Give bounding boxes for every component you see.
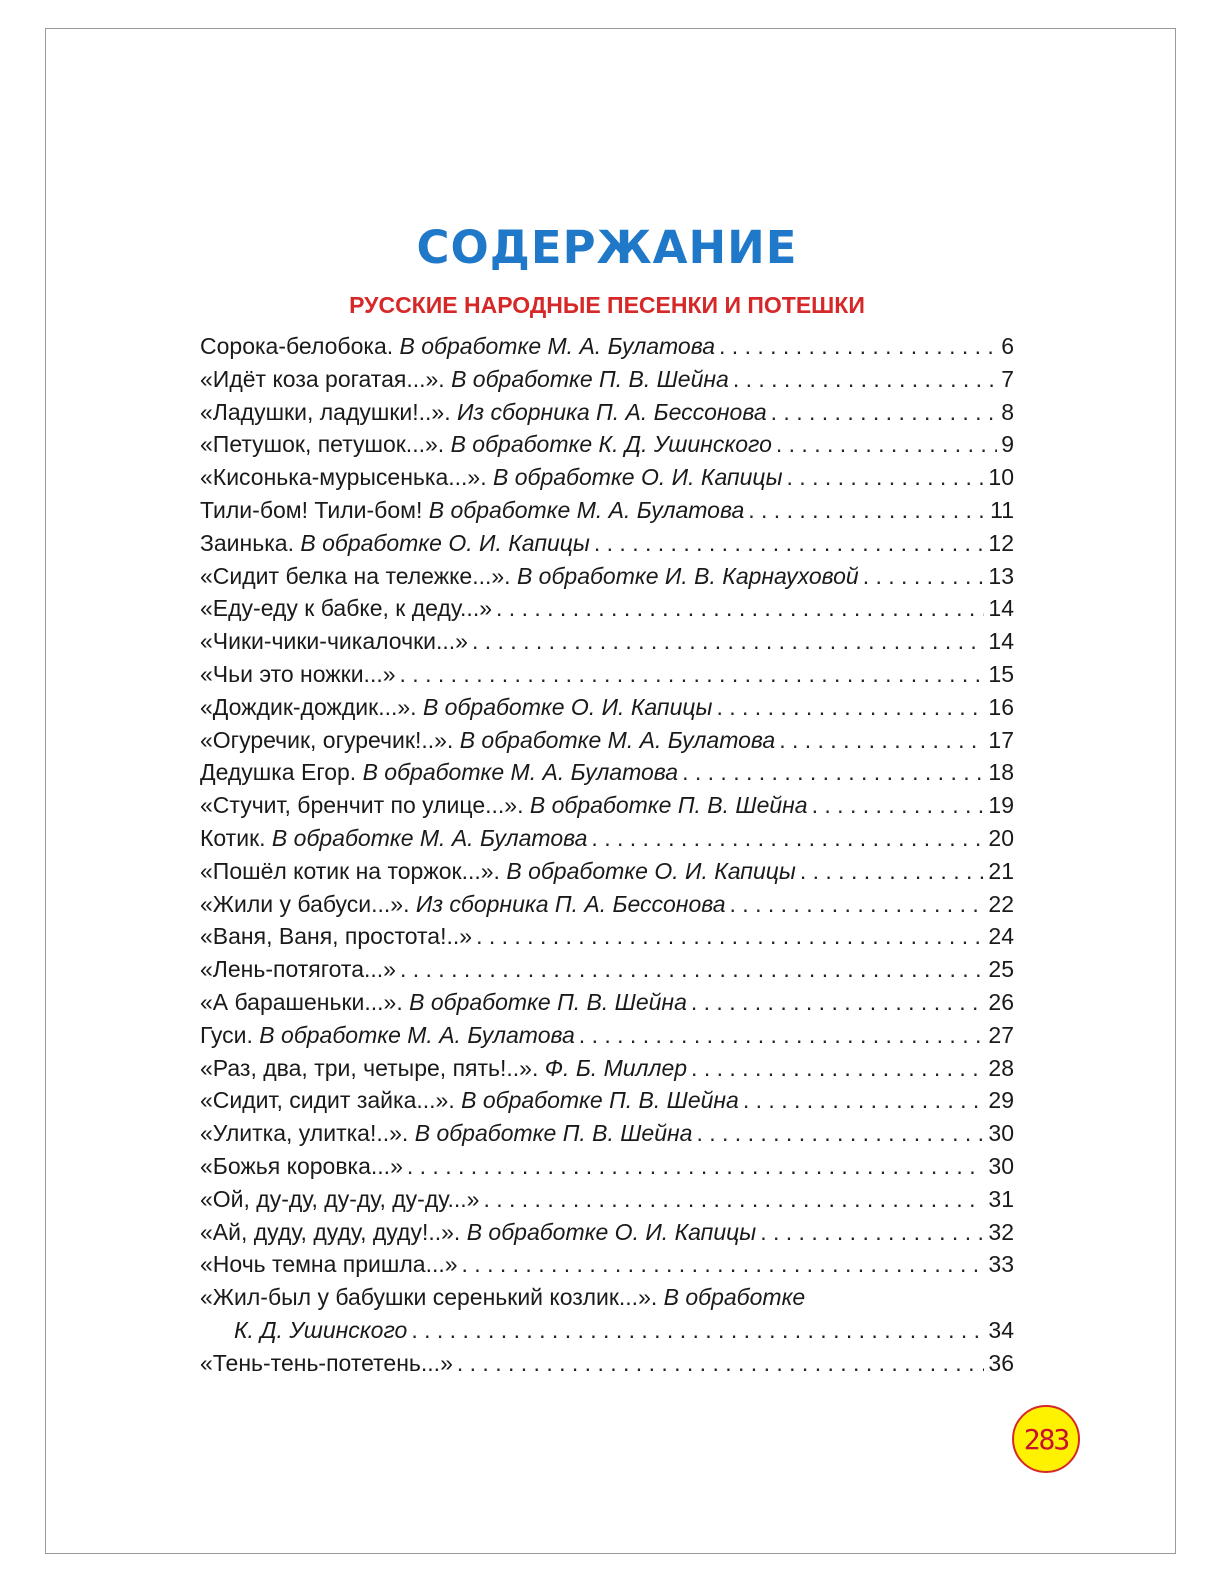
toc-leader-dots [579,1019,985,1052]
toc-entry-title: «Сидит белка на тележке...». [200,562,517,589]
toc-entry-title: «Лень-потягота...» [200,956,396,983]
toc-entry[interactable] [200,953,1014,986]
toc-entry-page: 31 [988,1185,1014,1212]
toc-entry[interactable] [200,888,1014,921]
toc-entry[interactable] [200,1347,1014,1380]
toc-entry-author: В обработке К. Д. Ушинского [450,431,772,458]
toc-entry[interactable] [200,527,1014,560]
toc-entry[interactable] [200,1248,1014,1281]
toc-entry-page: 36 [988,1349,1014,1376]
toc-entry-title: «Огуречик, огуречик!..». [200,726,460,753]
toc-entry-author: В обработке О. И. Капицы [506,857,796,884]
toc-entry-page: 29 [988,1087,1014,1114]
toc-entry-title: «Ладушки, ладушки!..». [200,398,457,425]
toc-leader-dots [591,822,984,855]
toc-entry-page: 22 [988,890,1014,917]
toc-entry[interactable] [200,1117,1014,1150]
toc-leader-dots [411,1314,984,1347]
toc-entry[interactable] [200,691,1014,724]
toc-entry-page: 27 [988,1021,1014,1048]
toc-leader-dots [462,1248,985,1281]
toc-entry[interactable] [200,822,1014,855]
toc-entry[interactable] [200,724,1014,757]
toc-entry[interactable] [200,855,1014,888]
toc-leader-dots [691,1052,984,1085]
toc-leader-dots [760,1216,984,1249]
toc-entry[interactable] [200,330,1014,363]
toc-entry[interactable] [200,1084,1014,1117]
toc-entry-title: «Ай, дуду, дуду, дуду!..». [200,1218,467,1245]
toc-entry-author: К. Д. Ушинского [234,1316,408,1343]
toc-entry-title: «Тень-тень-потетень...» [200,1349,453,1376]
toc-entry[interactable] [200,592,1014,625]
toc-entry-author: В обработке П. В. Шейна [414,1120,693,1147]
toc-entry-author: Из сборника П. А. Бессонова [415,890,726,917]
table-of-contents [200,330,1014,1380]
toc-entry[interactable] [200,396,1014,429]
toc-entry[interactable] [200,1150,1014,1183]
toc-entry-author: В обработке [663,1284,806,1311]
toc-entry-author: В обработке М. А. Булатова [399,333,716,359]
toc-entry-title: «Дождик-дождик...». [200,693,423,720]
toc-entry-author: В обработке М. А. Булатова [259,1021,575,1048]
toc-entry-author: В обработке М. А. Булатова [459,726,776,753]
toc-entry-author: В обработке М. А. Булатова [362,759,679,786]
toc-entry[interactable] [200,1019,1014,1052]
toc-leader-dots [776,428,997,461]
toc-entry-title: «Раз, два, три, четыре, пять!..». [200,1054,545,1081]
toc-entry-author: Ф. Б. Миллер [544,1054,688,1081]
toc-entry-page: 13 [988,562,1014,589]
toc-entry-author: В обработке П. В. Шейна [529,792,808,819]
toc-leader-dots [800,855,985,888]
toc-entry-title: Дедушка Егор. [200,759,363,786]
toc-leader-dots [483,1183,984,1216]
toc-leader-dots [691,986,985,1019]
toc-leader-dots [696,1117,984,1150]
toc-entry-title: «Чьи это ножки...» [200,660,396,687]
toc-leader-dots [457,1347,985,1380]
toc-leader-dots [748,494,986,527]
toc-entry-author: Из сборника П. А. Бессонова [456,398,767,425]
toc-entry-author: В обработке М. А. Булатова [271,824,588,851]
toc-entry-page: 33 [988,1251,1014,1278]
toc-entry-multiline-second[interactable] [200,1314,1014,1347]
toc-leader-dots [407,1150,985,1183]
toc-leader-dots [594,527,985,560]
toc-entry[interactable] [200,625,1014,658]
toc-entry[interactable] [200,494,1014,527]
toc-entry-page: 26 [988,988,1014,1015]
toc-entry-author: В обработке О. И. Капицы [422,693,713,720]
toc-entry-title: «Улитка, улитка!..». [200,1120,415,1147]
toc-entry[interactable] [200,920,1014,953]
toc-entry-title: Котик. [200,824,272,851]
toc-entry-page: 30 [988,1152,1014,1179]
toc-entry-page: 25 [988,956,1014,983]
toc-entry[interactable] [200,1052,1014,1085]
toc-entry-page: 7 [1001,365,1014,392]
toc-entry-title: «Стучит, бренчит по улице...». [200,792,530,819]
toc-entry[interactable] [200,756,1014,789]
toc-entry-page: 32 [988,1218,1014,1245]
toc-entry[interactable] [200,428,1014,461]
toc-entry-title: Тили-бом! Тили-бом! [200,496,429,523]
toc-entry-page: 9 [1001,431,1014,458]
section-title: РУССКИЕ НАРОДНЫЕ ПЕСЕНКИ И ПОТЕШКИ [349,292,865,318]
toc-leader-dots [716,691,984,724]
toc-entry-title: «Божья коровка...» [200,1152,403,1179]
toc-entry-page: 19 [988,792,1014,819]
toc-entry-title: «Ой, ду-ду, ду-ду, ду-ду...» [200,1185,480,1212]
toc-entry[interactable] [200,1183,1014,1216]
toc-entry[interactable] [200,658,1014,691]
toc-entry-page: 15 [988,660,1014,687]
toc-entry-title: Сорока-белобока. [200,333,400,359]
toc-entry-author: В обработке М. А. Булатова [428,496,745,523]
toc-entry-page: 8 [1001,398,1014,425]
toc-leader-dots [400,658,985,691]
toc-leader-dots [682,756,984,789]
toc-entry-page: 14 [988,595,1014,622]
toc-leader-dots [743,1084,985,1117]
toc-entry-title: «Кисонька-мурысенька...». [200,464,494,491]
toc-entry-title: Заинька. [200,529,301,556]
toc-entry-author: В обработке О. И. Капицы [300,529,590,556]
toc-entry-title: «Идёт коза рогатая...». [200,365,452,392]
toc-entry-page: 12 [988,529,1014,556]
toc-entry-page: 16 [988,693,1014,720]
toc-leader-dots [863,560,985,593]
toc-entry-page: 14 [988,628,1014,655]
page-title: СОДЕРЖАНИЕ [416,221,798,274]
page-number-badge [1012,1405,1080,1473]
toc-entry-title: «Чики-чики-чикалочки...» [200,628,468,655]
toc-entry[interactable] [200,1216,1014,1249]
toc-leader-dots [496,592,984,625]
toc-entry-title: Гуси. [200,1021,260,1048]
page-frame [45,28,1176,1554]
toc-entry-author: В обработке П. В. Шейна [409,988,687,1015]
toc-entry-multiline-first[interactable] [200,1281,1014,1314]
toc-leader-dots [400,953,984,986]
toc-entry[interactable] [200,461,1014,494]
toc-entry-page: 24 [988,923,1014,950]
toc-leader-dots [787,461,985,494]
toc-entry-author: В обработке П. В. Шейна [461,1087,739,1114]
toc-entry-author: В обработке П. В. Шейна [451,365,729,392]
toc-leader-dots [730,888,985,921]
toc-entry[interactable] [200,363,1014,396]
page-number: 283 [1023,1422,1069,1456]
toc-entry-page: 6 [1001,333,1014,359]
toc-entry[interactable] [200,986,1014,1019]
toc-leader-dots [476,920,984,953]
toc-entry-title: «Жил-был у бабушки серенький козлик...». [200,1284,664,1311]
toc-entry-page: 28 [988,1054,1014,1081]
toc-entry-title: «Пошёл котик на торжок...». [200,857,507,884]
toc-leader-dots [733,363,997,396]
toc-entry[interactable] [200,789,1014,822]
toc-entry-page: 30 [988,1120,1014,1147]
toc-leader-dots [812,789,985,822]
toc-entry-page: 18 [988,759,1014,786]
toc-entry-title: «Сидит, сидит зайка...». [200,1087,462,1114]
toc-entry-title: «Еду-еду к бабке, к деду...» [200,595,493,622]
toc-entry-page: 20 [988,824,1014,851]
toc-entry-author: В обработке О. И. Капицы [466,1218,757,1245]
toc-entry-title: «Петушок, петушок...». [200,431,451,458]
toc-entry-title: «Ваня, Ваня, простота!..» [200,923,473,950]
toc-entry-title: «А барашеньки...». [200,988,410,1015]
toc-entry-page: 17 [988,726,1014,753]
toc-entry-title: «Ночь темна пришла...» [200,1251,458,1278]
toc-leader-dots [771,396,998,429]
toc-entry-page: 21 [988,857,1014,884]
toc-leader-dots [719,330,997,363]
toc-entry[interactable] [200,560,1014,593]
toc-entry-title: «Жили у бабуси...». [200,890,416,917]
toc-entry-page: 10 [988,464,1014,491]
toc-entry-page: 34 [988,1316,1014,1343]
toc-entry-author: В обработке И. В. Карнауховой [516,562,859,589]
toc-leader-dots [472,625,984,658]
toc-entry-page: 11 [990,496,1014,523]
toc-entry-author: В обработке О. И. Капицы [493,464,783,491]
toc-leader-dots [779,724,984,757]
